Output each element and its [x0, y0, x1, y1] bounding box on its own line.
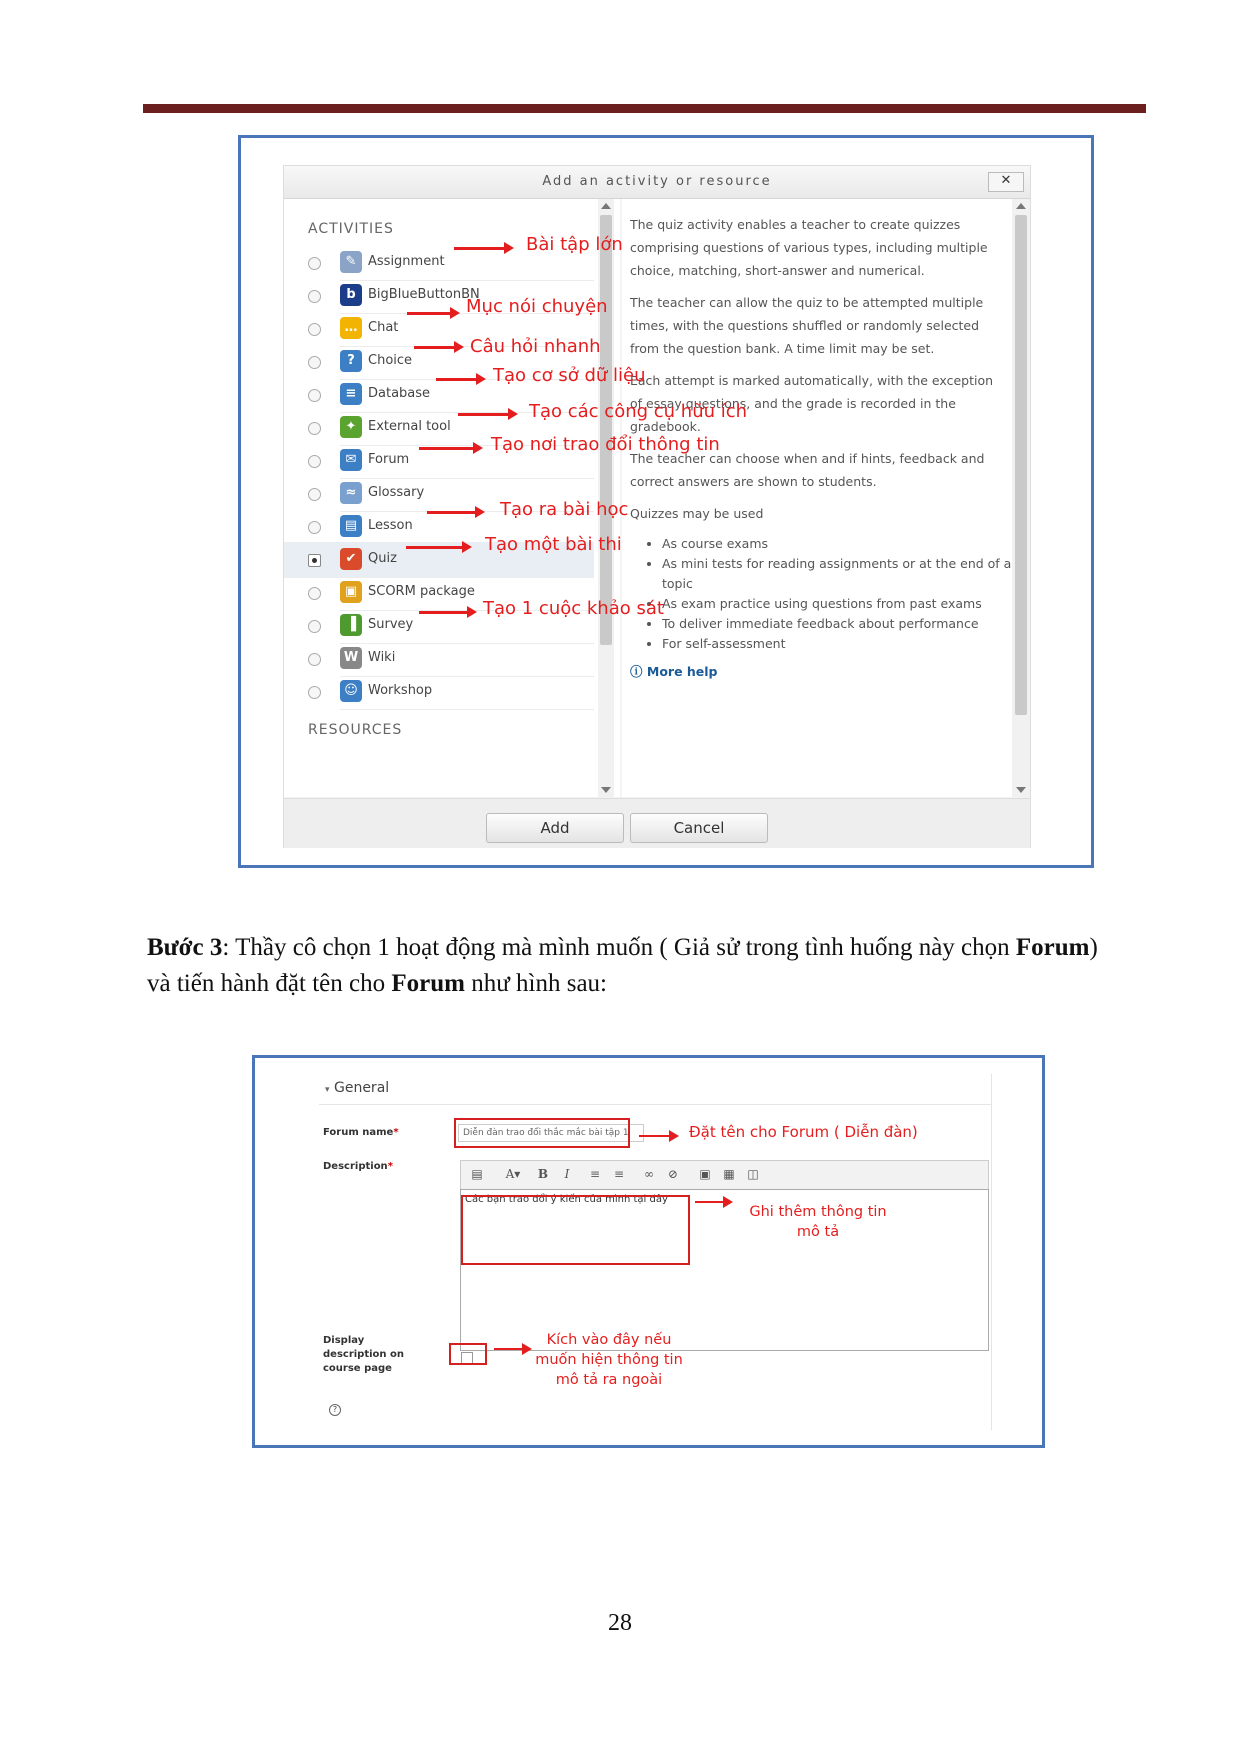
scroll-down-icon[interactable]	[1016, 787, 1026, 793]
activity-label: SCORM package	[368, 584, 475, 599]
radio-button[interactable]	[308, 686, 321, 699]
desc-paragraph: The teacher can allow the quiz to be attempted multiple times, with the questions shuffled or randomly selected from the question bank. A time limit may be set.	[630, 295, 984, 356]
desc-paragraph: The teacher can choose when and if hints, feedback and correct answers are shown to students.	[630, 451, 985, 489]
list-item: • As exam practice using questions from past exams	[662, 594, 1012, 614]
more-help-link[interactable]	[622, 660, 1012, 683]
help-icon[interactable]: ?	[329, 1404, 341, 1416]
annotation-quiz: Tạo một bài thi	[485, 534, 622, 555]
external-tool-icon: ✦	[340, 416, 362, 438]
description-scrollbar[interactable]	[1012, 199, 1030, 797]
forum-icon: ✉	[340, 449, 362, 471]
step-paragraph	[147, 930, 1107, 1002]
forum-emphasis: Forum	[391, 970, 465, 997]
activities-heading: ACTIVITIES	[308, 221, 394, 237]
activity-item-workshop[interactable]	[284, 674, 594, 710]
desc-paragraph: The quiz activity enables a teacher to create quizzes comprising questions of various types, including multiple choice, matching, short-answer and numerical.	[630, 217, 988, 278]
forum-name-label: Forum name*	[323, 1127, 399, 1138]
list-item: • To deliver immediate feedback about performance	[662, 614, 1012, 634]
activity-label: Workshop	[368, 683, 433, 698]
list-item: • For self-assessment	[662, 634, 1012, 654]
quiz-icon: ✔	[340, 548, 362, 570]
annotation-assignment: Bài tập lớn	[526, 234, 623, 255]
scroll-up-icon[interactable]	[601, 203, 611, 209]
radio-button[interactable]	[308, 587, 321, 600]
forum-emphasis: Forum	[1015, 934, 1090, 961]
add-activity-dialog	[283, 165, 1031, 848]
dialog-footer	[284, 798, 1030, 848]
image-icon[interactable]: ▣	[699, 1167, 711, 1181]
annotation-survey: Tạo 1 cuộc khảo sát	[483, 598, 664, 619]
annotation-arrow	[695, 1201, 725, 1203]
radio-button[interactable]	[308, 290, 321, 303]
annotation-lesson: Tạo ra bài học	[500, 499, 629, 520]
activity-label: Chat	[368, 320, 399, 335]
annotation-arrow	[458, 413, 510, 416]
annotation-choice: Câu hỏi nhanh	[470, 336, 601, 357]
activity-label: External tool	[368, 419, 451, 434]
annotation-arrow	[427, 511, 477, 514]
activity-label: Glossary	[368, 485, 425, 500]
annotation-arrow	[419, 611, 469, 614]
display-description-label: Display description on course page	[323, 1335, 405, 1374]
italic-icon[interactable]: I	[564, 1167, 570, 1181]
annotation-arrow	[639, 1135, 671, 1137]
annotation-arrow	[407, 312, 452, 315]
activity-label: Survey	[368, 617, 414, 632]
annotation-arrow	[436, 378, 478, 381]
radio-button[interactable]	[308, 323, 321, 336]
annotation-display-checkbox: Kích vào đây nếu muốn hiện thông tin mô tả ra ngoài	[535, 1332, 683, 1388]
wiki-icon: W	[340, 647, 362, 669]
glossary-icon: ≈	[340, 482, 362, 504]
close-icon[interactable]: ✕	[988, 172, 1024, 192]
radio-button[interactable]	[308, 257, 321, 270]
radio-button[interactable]	[308, 653, 321, 666]
annotation-description: Ghi thêm thông tin mô tả	[749, 1204, 887, 1240]
toolbar-toggle-icon[interactable]: ▤	[471, 1167, 483, 1181]
add-button[interactable]: Add	[486, 813, 624, 843]
dialog-title: Add an activity or resource	[284, 166, 1030, 199]
activity-label: Choice	[368, 353, 413, 368]
resources-heading: RESOURCES	[308, 722, 403, 738]
figure-add-activity	[238, 135, 1094, 868]
annotation-chat: Mục nói chuyện	[466, 296, 608, 317]
radio-button[interactable]	[308, 554, 321, 567]
figure-forum-form	[252, 1055, 1045, 1448]
workshop-icon: ☺	[340, 680, 362, 702]
cancel-button[interactable]: Cancel	[630, 813, 768, 843]
activity-item-wiki[interactable]	[284, 641, 594, 677]
radio-button[interactable]	[308, 521, 321, 534]
description-text: Các bạn trao đổi ý kiến của mình tại đây	[465, 1194, 668, 1205]
annotation-forum: Tạo nơi trao đổi thông tin	[491, 434, 720, 455]
activity-label: Database	[368, 386, 431, 401]
bigbluebutton-icon: b	[340, 284, 362, 306]
activity-label: BigBlueButtonBN	[368, 287, 480, 302]
radio-button[interactable]	[308, 422, 321, 435]
highlight-box	[449, 1343, 487, 1365]
step-label: Bước 3	[147, 934, 223, 961]
annotation-external-tool: Tạo các công cụ hữu ích	[529, 401, 748, 422]
more-help-label: More help	[646, 664, 718, 679]
annotation-arrow	[494, 1348, 524, 1350]
activity-label: Lesson	[368, 518, 413, 533]
annotation-arrow	[454, 247, 506, 250]
highlight-box	[461, 1195, 690, 1265]
chat-icon: …	[340, 317, 362, 339]
list-item: • As mini tests for reading assignments or at the end of a topic	[662, 554, 1012, 594]
annotation-arrow	[414, 346, 456, 349]
activity-label: Wiki	[368, 650, 396, 665]
forum-settings-form	[319, 1074, 992, 1430]
scorm-icon: ▣	[340, 581, 362, 603]
collapse-icon: ▾	[325, 1085, 330, 1095]
activity-label: Quiz	[368, 551, 397, 566]
radio-button[interactable]	[308, 389, 321, 402]
database-icon: ≡	[340, 383, 362, 405]
survey-icon: ▐	[340, 614, 362, 636]
unlink-icon[interactable]: ⊘	[667, 1167, 679, 1181]
scroll-down-icon[interactable]	[601, 787, 611, 793]
radio-button[interactable]	[308, 620, 321, 633]
activity-list-scrollbar[interactable]	[598, 199, 614, 797]
scroll-up-icon[interactable]	[1016, 203, 1026, 209]
forum-name-input[interactable]: Diễn đàn trao đổi thắc mắc bài tập 1	[458, 1124, 644, 1142]
step-text: ) và tiến hành đặt tên cho	[147, 934, 1098, 997]
step-text: như hình sau:	[464, 970, 608, 997]
link-icon[interactable]: ∞	[644, 1167, 654, 1181]
divider	[319, 1104, 991, 1105]
general-section-header[interactable]	[325, 1080, 389, 1096]
desc-paragraph: Each attempt is marked automatically, with the exception of essay questions, and the grade is recorded in the gradebook.	[630, 373, 994, 434]
choice-icon: ?	[340, 350, 362, 372]
page-number: 28	[608, 1610, 632, 1636]
file-icon[interactable]: ◫	[747, 1167, 759, 1181]
list-item: • As course exams	[662, 534, 1012, 554]
divider	[340, 709, 594, 710]
annotation-database: Tạo cơ sở dữ liệu	[493, 365, 646, 386]
media-icon[interactable]: ▦	[723, 1167, 735, 1181]
numbered-list-icon[interactable]: ≡	[613, 1167, 625, 1181]
annotation-arrow	[419, 447, 475, 450]
section-title: General	[333, 1080, 390, 1096]
uses-list	[622, 534, 1012, 654]
bullet-list-icon[interactable]: ≡	[589, 1167, 601, 1181]
highlight-box	[454, 1118, 630, 1148]
description-label: Description*	[323, 1161, 393, 1172]
scroll-thumb[interactable]	[1015, 215, 1027, 715]
activity-label: Assignment	[368, 254, 445, 269]
desc-paragraph: Quizzes may be used	[630, 506, 764, 521]
font-size-icon[interactable]: A▾	[505, 1167, 521, 1181]
radio-button[interactable]	[308, 455, 321, 468]
scroll-thumb[interactable]	[600, 215, 612, 645]
radio-button[interactable]	[308, 488, 321, 501]
activity-list	[284, 199, 620, 797]
header-rule	[143, 104, 1146, 113]
step-text: : Thầy cô chọn 1 hoạt động mà mình muốn ( Giả sử trong tình huống này chọn	[222, 934, 1016, 961]
annotation-arrow	[406, 546, 464, 549]
editor-toolbar	[460, 1160, 989, 1190]
lesson-icon: ▤	[340, 515, 362, 537]
activity-description	[622, 199, 1012, 797]
radio-button[interactable]	[308, 356, 321, 369]
activity-label: Forum	[368, 452, 410, 467]
bold-icon[interactable]: B	[537, 1167, 549, 1181]
assignment-icon: ✎	[340, 251, 362, 273]
help-icon: ⓘ	[630, 664, 643, 679]
annotation-forum-name: Đặt tên cho Forum ( Diễn đàn)	[689, 1123, 918, 1141]
